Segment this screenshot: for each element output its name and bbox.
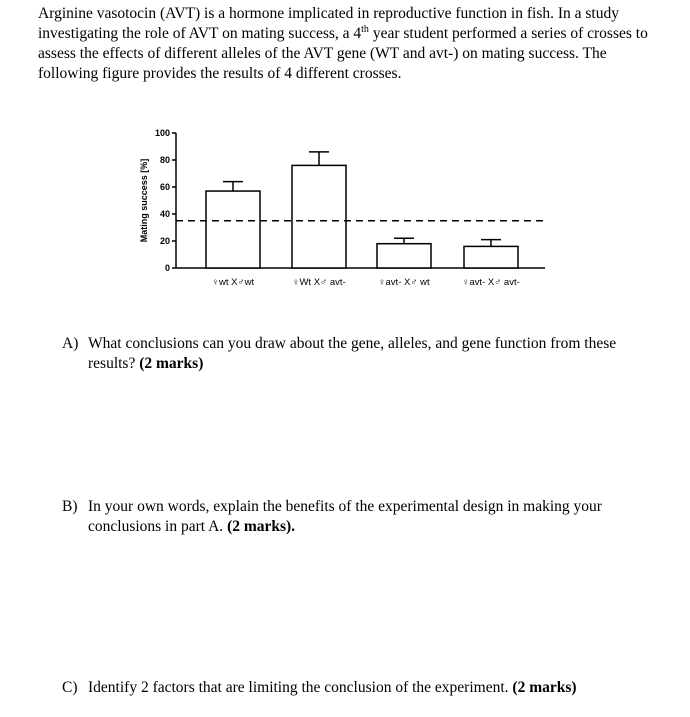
y-tick-label: 40 xyxy=(159,209,170,219)
question-b-text-2: conclusions in part A. xyxy=(88,518,228,535)
question-b-text-1: In your own words, explain the benefits of the experimental design in making your xyxy=(88,498,602,515)
intro-paragraph xyxy=(38,4,663,84)
question-c xyxy=(62,678,662,698)
question-b xyxy=(62,497,662,537)
question-c-text-1: Identify 2 factors that are limiting the conclusion of the experiment. xyxy=(88,679,513,696)
question-a xyxy=(62,334,662,374)
bar xyxy=(206,191,260,268)
y-axis-label: Mating success [%] xyxy=(139,158,149,243)
question-a-text-2: results? xyxy=(88,355,140,372)
question-c-marks: (2 marks) xyxy=(512,679,577,696)
y-tick-label: 20 xyxy=(159,236,170,246)
bar xyxy=(377,244,431,268)
question-a-text-1: What conclusions can you draw about the gene, alleles, and gene function from these xyxy=(88,335,617,352)
category-label: ♀avt- X♂ avt- xyxy=(462,277,520,288)
question-b-marks: (2 marks). xyxy=(227,518,296,535)
question-b-label: B) xyxy=(62,498,78,515)
y-tick-label: 100 xyxy=(154,128,170,138)
y-tick-label: 60 xyxy=(159,182,170,192)
mating-success-chart xyxy=(130,125,550,300)
y-tick-label: 80 xyxy=(159,155,170,165)
intro-text-1: Arginine vasotocin (AVT) is a hormone implicated in reproductive function in fish. In a study investigating the role of AVT on mating success, a 4 xyxy=(38,5,619,42)
intro-text-2: year student performed a series of crosses to assess the effects of different alleles of the AVT gene (WT and avt-) on mating success. The following figure provides the results of 4 different crosses. xyxy=(38,25,648,82)
question-a-marks: (2 marks) xyxy=(139,355,204,372)
question-a-label: A) xyxy=(62,335,79,352)
intro-superscript: th xyxy=(361,23,369,35)
y-tick-label: 0 xyxy=(164,263,170,273)
category-label: ♀avt- X♂ wt xyxy=(378,277,430,288)
category-label: ♀wt X♂wt xyxy=(211,277,255,288)
category-label: ♀Wt X♂ avt- xyxy=(292,277,346,288)
bar xyxy=(464,246,518,268)
bar xyxy=(292,165,346,268)
chart-svg xyxy=(130,125,550,300)
question-c-label: C) xyxy=(62,679,78,696)
